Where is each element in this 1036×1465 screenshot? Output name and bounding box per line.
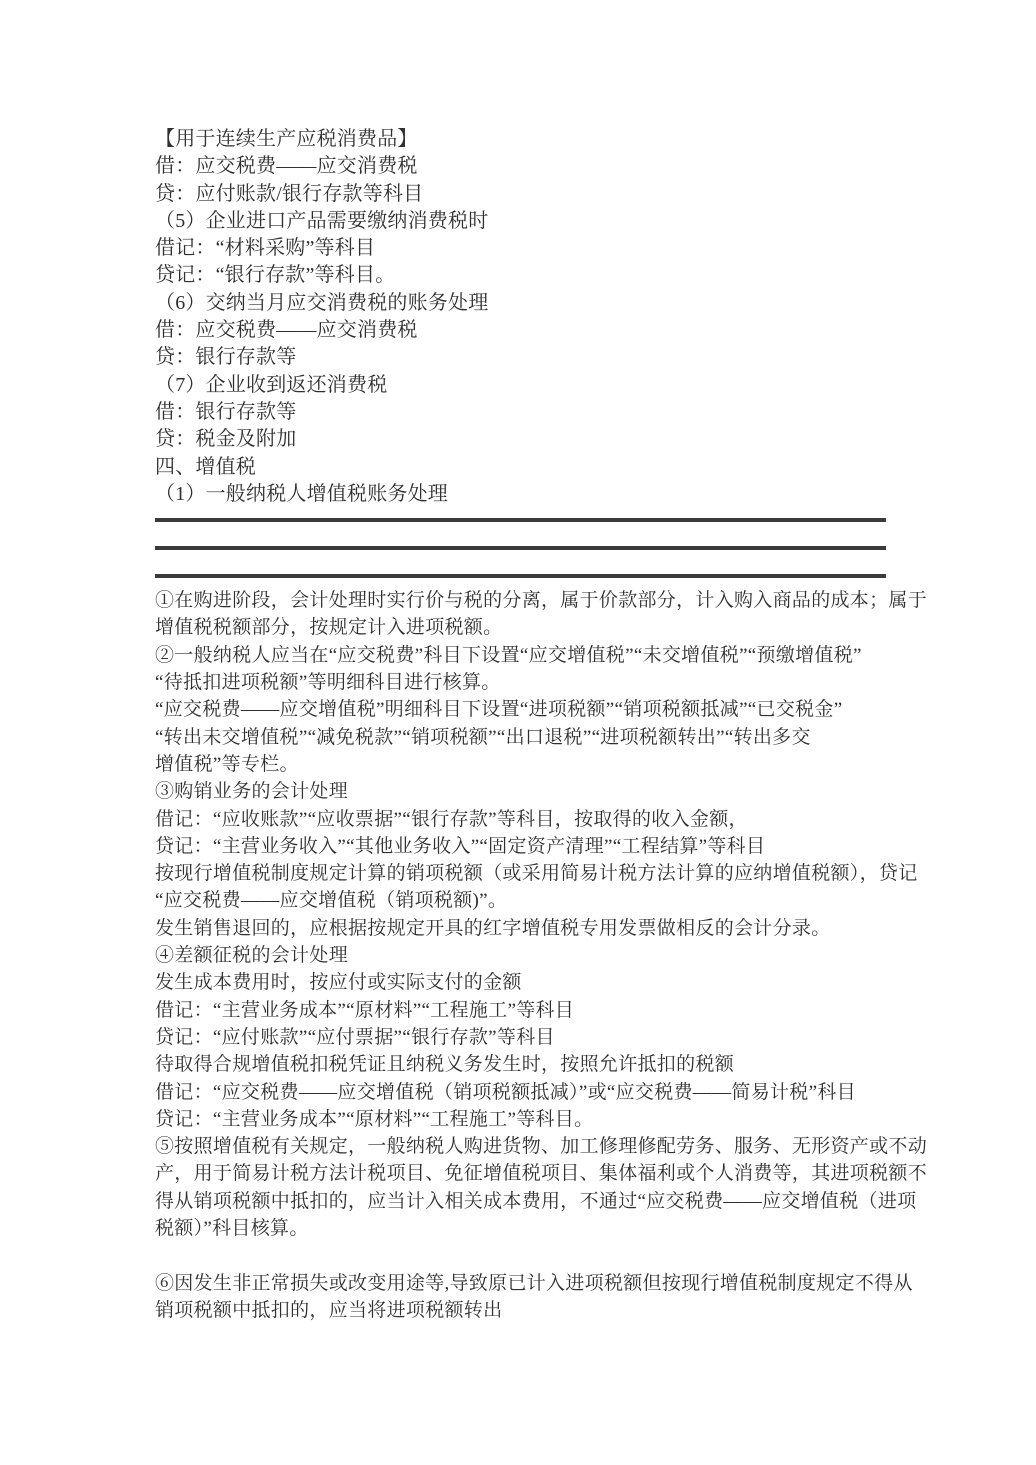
- text-line: 税额）”科目核算。: [155, 1217, 309, 1239]
- text-line: “待抵扣进项税额”等明细科目进行核算。: [155, 672, 501, 694]
- text-line: 按现行增值税制度规定计算的销项税额（或采用简易计税方法计算的应纳增值税额），贷记: [155, 863, 918, 885]
- text-line: 发生成本费用时，按应付或实际支付的金额: [155, 972, 522, 994]
- text-line: 贷记：“应付账款”“应付票据”“银行存款”等科目: [155, 1026, 555, 1048]
- text-line: 借记：“应收账款”“应收票据”“银行存款”等科目，按取得的收入金额，: [155, 808, 748, 830]
- text-line: ⑥因发生非正常损失或改变用途等,导致原已计入进项税额但按现行增值税制度规定不得从: [155, 1272, 913, 1294]
- text-line: ②一般纳税人应当在“应交税费”科目下设置“应交增值税”“未交增值税”“预缴增值税”: [155, 644, 862, 666]
- text-line: ①在购进阶段，会计处理时实行价与税的分离，属于价款部分，计入购入商品的成本；属于: [155, 590, 928, 612]
- consumption-tax-section: [155, 126, 886, 508]
- text-line: （1）一般纳税人增值税账务处理: [155, 482, 448, 505]
- text-line: 贷记：“银行存款”等科目。: [155, 264, 396, 287]
- text-line: 增值税税额部分，按规定计入进项税额。: [155, 617, 503, 639]
- text-line: “应交税费——应交增值税”明细科目下设置“进项税额”“销项税额抵减”“已交税金”: [155, 699, 843, 721]
- text-line: （6）交纳当月应交消费税的账务处理: [155, 291, 489, 314]
- text-line: 待取得合规增值税扣税凭证且纳税义务发生时，按照允许抵扣的税额: [155, 1054, 735, 1076]
- text-line: 贷：银行存款等: [155, 346, 297, 369]
- text-line: 借：银行存款等: [155, 400, 297, 423]
- text-line: ③购销业务的会计处理: [155, 781, 349, 803]
- horizontal-rule: [155, 546, 886, 550]
- text-line: 销项税额中抵扣的，应当将进项税额转出: [155, 1299, 503, 1321]
- text-line: 贷记：“主营业务成本”“原材料”“工程施工”等科目。: [155, 1108, 594, 1130]
- text-line: “转出未交增值税”“减免税款”“销项税额”“出口退税”“进项税额转出”“转出多交: [155, 726, 811, 748]
- text-line: ⑤按照增值税有关规定，一般纳税人购进货物、加工修理修配劳务、服务、无形资产或不动: [155, 1136, 928, 1158]
- text-line: 贷：应付账款/银行存款等科目: [155, 182, 424, 205]
- text-line: 贷记：“主营业务收入”“其他业务收入”“固定资产清理”“工程结算”等科目: [155, 835, 766, 857]
- text-line: 借记：“材料采购”等科目: [155, 237, 376, 260]
- text-line: （5）企业进口产品需要缴纳消费税时: [155, 209, 489, 232]
- text-line: “应交税费——应交增值税（销项税额)”。: [155, 890, 508, 912]
- text-line: 四、增值税: [155, 455, 256, 478]
- divider-rules: [155, 518, 886, 578]
- text-line: 增值税”等专栏。: [155, 753, 299, 775]
- text-line: 借：应交税费——应交消费税: [155, 319, 418, 342]
- text-line: 借：应交税费——应交消费税: [155, 155, 418, 178]
- text-line: 借记：“主营业务成本”“原材料”“工程施工”等科目: [155, 999, 575, 1021]
- horizontal-rule: [155, 574, 886, 578]
- text-line: ④差额征税的会计处理: [155, 945, 349, 967]
- text-line: [155, 1242, 886, 1269]
- vat-section: [155, 587, 928, 1324]
- text-line: 【用于连续生产应税消费品】: [155, 128, 418, 150]
- text-line: 得从销项税额中抵扣的，应当计入相关成本费用，不通过“应交税费——应交增值税（进项: [155, 1190, 917, 1212]
- text-line: 贷：税金及附加: [155, 428, 297, 451]
- text-line: （7）企业收到返还消费税: [155, 373, 388, 396]
- text-line: 发生销售退回的，应根据按规定开具的红字增值税专用发票做相反的会计分录。: [155, 917, 831, 939]
- text-line: 借记：“应交税费——应交增值税（销项税额抵减）”或“应交税费——简易计税”科目: [155, 1081, 856, 1103]
- horizontal-rule: [155, 518, 886, 522]
- text-line: 产，用于简易计税方法计税项目、免征增值税项目、集体福利或个人消费等，其进项税额不: [155, 1163, 928, 1185]
